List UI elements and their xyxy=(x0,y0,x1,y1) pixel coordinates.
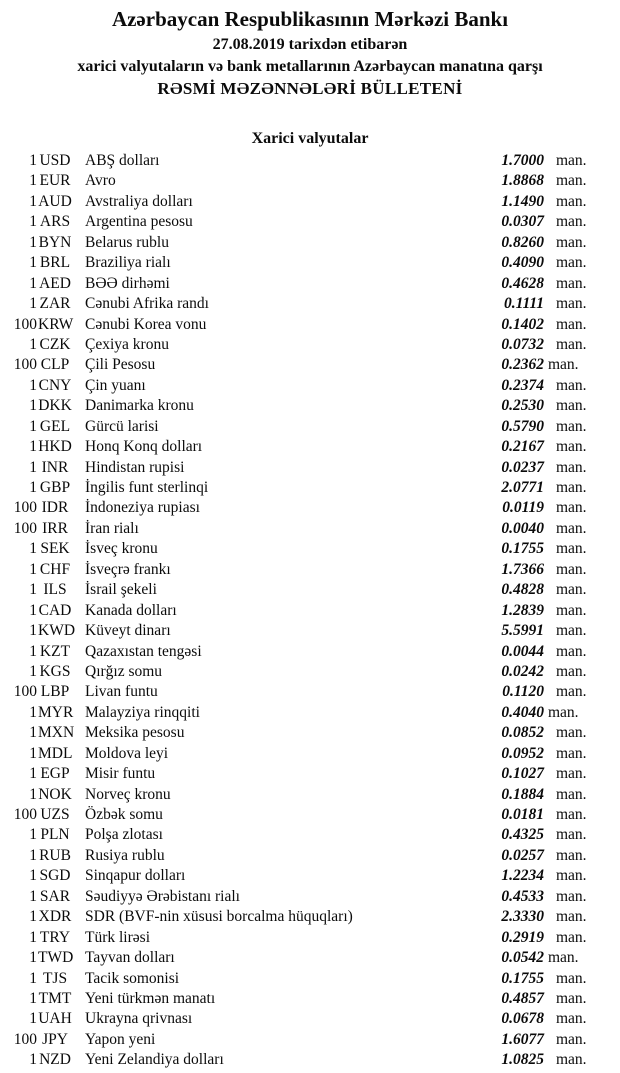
rate-value: 1.2234 xyxy=(501,867,544,885)
currency-code: USD xyxy=(39,152,71,169)
currency-code: AUD xyxy=(38,192,72,210)
quantity: 1 xyxy=(29,703,37,721)
currency-code: ILS xyxy=(43,581,67,599)
currency-code: ZAR xyxy=(39,295,71,313)
currency-code: MDL xyxy=(38,744,73,762)
rate-value: 0.4628 xyxy=(501,274,544,292)
unit-label: man. xyxy=(556,683,587,701)
currency-code: MYR xyxy=(38,703,74,721)
rate-row xyxy=(0,662,620,682)
currency-code: XDR xyxy=(38,908,72,926)
rate-value: 0.4857 xyxy=(501,989,544,1007)
currency-code: PLN xyxy=(40,826,70,844)
rate-value: 0.1402 xyxy=(501,315,544,333)
unit-label: man. xyxy=(548,949,579,967)
quantity: 1 xyxy=(29,438,37,456)
currency-name: Qırğız somu xyxy=(85,662,163,680)
rate-row xyxy=(0,744,620,764)
rate-row xyxy=(0,1050,620,1070)
rate-row xyxy=(0,601,620,621)
quantity: 100 xyxy=(13,499,37,517)
currency-code: TMT xyxy=(38,989,72,1007)
rate-row xyxy=(0,1009,620,1029)
quantity: 1 xyxy=(29,581,37,599)
unit-label: man. xyxy=(556,438,587,456)
unit-label: man. xyxy=(556,826,587,844)
currency-name: Ukrayna qrivnası xyxy=(85,1010,193,1028)
unit-label: man. xyxy=(548,703,579,721)
currency-code: SAR xyxy=(39,887,71,905)
unit-label: man. xyxy=(556,213,587,231)
currency-name: Meksika pesosu xyxy=(85,724,185,742)
rate-row xyxy=(0,212,620,232)
quantity: 1 xyxy=(29,560,37,578)
quantity: 1 xyxy=(29,540,37,558)
rate-row xyxy=(0,335,620,355)
currency-name: Avro xyxy=(85,172,116,190)
rate-row xyxy=(0,723,620,743)
bulletin-title: RƏSMİ MƏZƏNNƏLƏRİ BÜLLETENİ xyxy=(157,79,463,98)
rate-value: 5.5991 xyxy=(501,622,544,640)
currency-name: Çin yuanı xyxy=(85,376,146,394)
currency-code: BYN xyxy=(38,233,72,251)
quantity: 1 xyxy=(29,642,37,660)
currency-name: Qazaxıstan tengəsi xyxy=(85,642,202,660)
rate-value: 0.5790 xyxy=(501,417,544,435)
quantity: 1 xyxy=(29,622,37,640)
currency-name: Argentina pesosu xyxy=(85,213,193,231)
unit-label: man. xyxy=(556,581,587,599)
currency-name: Yapon yeni xyxy=(85,1030,156,1048)
unit-label: man. xyxy=(556,172,587,190)
rate-row xyxy=(0,866,620,886)
rate-value: 0.4828 xyxy=(501,581,544,599)
currency-name: Danimarka kronu xyxy=(85,397,194,415)
rate-row xyxy=(0,498,620,518)
currency-name: Polşa zlotası xyxy=(85,826,163,844)
currency-name: Avstraliya dolları xyxy=(85,192,193,210)
quantity: 1 xyxy=(29,1010,37,1028)
unit-label: man. xyxy=(556,499,587,517)
quantity: 1 xyxy=(29,662,37,680)
effective-date-line: 27.08.2019 tarixdən etibarən xyxy=(212,36,408,53)
rate-row xyxy=(0,315,620,335)
rate-value: 0.0678 xyxy=(501,1010,544,1028)
unit-label: man. xyxy=(556,744,587,762)
bank-title: Azərbaycan Respublikasının Mərkəzi Bankı xyxy=(111,7,509,31)
currency-name: İngilis funt sterlinqi xyxy=(85,479,209,496)
currency-code: BRL xyxy=(39,254,71,272)
currency-name: Cənubi Afrika randı xyxy=(85,295,209,313)
currency-code: SEK xyxy=(40,540,70,558)
unit-label: man. xyxy=(556,315,587,333)
rate-value: 2.0771 xyxy=(501,479,544,496)
quantity: 1 xyxy=(29,254,37,272)
currency-name: Kanada dolları xyxy=(85,601,177,619)
currency-name: Moldova leyi xyxy=(85,744,169,762)
currency-name: Livan funtu xyxy=(85,683,158,701)
quantity: 1 xyxy=(29,846,37,864)
currency-code: TJS xyxy=(42,969,68,987)
unit-label: man. xyxy=(556,908,587,926)
currency-code: NOK xyxy=(38,785,72,803)
quantity: 1 xyxy=(29,1051,37,1069)
unit-label: man. xyxy=(556,928,587,946)
currency-name: Tacik somonisi xyxy=(85,969,180,987)
rate-value: 0.2374 xyxy=(501,376,544,394)
rate-value: 0.0852 xyxy=(501,724,544,742)
unit-label: man. xyxy=(556,519,587,537)
currency-code: MXN xyxy=(38,724,75,742)
currency-name: BƏƏ dirhəmi xyxy=(85,274,170,292)
rate-value: 0.1755 xyxy=(501,540,544,558)
quantity: 1 xyxy=(29,744,37,762)
unit-label: man. xyxy=(556,335,587,353)
quantity: 1 xyxy=(29,765,37,783)
currency-name: İsveçrə frankı xyxy=(85,560,171,578)
rate-row xyxy=(0,560,620,580)
rate-value: 0.2362 xyxy=(501,356,544,374)
currency-code: UAH xyxy=(38,1010,72,1028)
quantity: 1 xyxy=(29,949,37,967)
rate-value: 0.0307 xyxy=(501,213,544,231)
rate-value: 1.2839 xyxy=(501,601,544,619)
unit-label: man. xyxy=(556,540,587,558)
rate-row xyxy=(0,396,620,416)
currency-name: Braziliya rialı xyxy=(85,254,171,272)
quantity: 1 xyxy=(29,376,37,394)
rate-row xyxy=(0,785,620,805)
currency-code: GEL xyxy=(39,417,71,435)
unit-label: man. xyxy=(556,989,587,1007)
currency-name: Hindistan rupisi xyxy=(85,458,185,476)
rate-row xyxy=(0,989,620,1009)
currency-name: İsveç kronu xyxy=(85,540,158,558)
rate-value: 0.4090 xyxy=(501,254,544,272)
currency-code: ARS xyxy=(39,213,71,231)
currency-name: Yeni Zelandiya dolları xyxy=(85,1051,224,1069)
quantity: 100 xyxy=(13,519,37,537)
unit-label: man. xyxy=(556,397,587,415)
quantity: 1 xyxy=(29,928,37,946)
unit-label: man. xyxy=(556,662,587,680)
unit-label: man. xyxy=(556,376,587,394)
unit-label: man. xyxy=(556,417,587,435)
unit-label: man. xyxy=(556,560,587,578)
quantity: 1 xyxy=(29,417,37,435)
rate-row xyxy=(0,805,620,825)
rate-value: 0.0952 xyxy=(501,744,544,762)
currency-code: NZD xyxy=(39,1051,71,1069)
rate-value: 1.6077 xyxy=(501,1030,544,1048)
unit-label: man. xyxy=(556,785,587,803)
quantity: 1 xyxy=(29,213,37,231)
currency-name: Küveyt dinarı xyxy=(85,622,171,640)
rate-row xyxy=(0,253,620,273)
unit-label: man. xyxy=(556,479,587,496)
currency-name: Honq Konq dolları xyxy=(85,438,203,456)
currency-name: İsrail şekeli xyxy=(85,581,157,599)
quantity: 100 xyxy=(13,356,37,374)
currency-code: CAD xyxy=(38,601,72,619)
rate-row xyxy=(0,682,620,702)
quantity: 100 xyxy=(13,1030,37,1048)
unit-label: man. xyxy=(556,887,587,905)
rate-value: 0.2530 xyxy=(501,397,544,415)
rate-row xyxy=(0,294,620,314)
quantity: 1 xyxy=(29,479,37,496)
quantity: 1 xyxy=(29,826,37,844)
unit-label: man. xyxy=(556,233,587,251)
currency-name: ABŞ dolları xyxy=(85,152,160,169)
rate-value: 0.0181 xyxy=(501,806,544,823)
quantity: 1 xyxy=(29,192,37,210)
quantity: 1 xyxy=(29,601,37,619)
rate-value: 0.0242 xyxy=(501,662,544,680)
rate-value: 0.0119 xyxy=(502,499,544,517)
currency-code: KRW xyxy=(38,315,74,333)
currency-name: Gürcü larisi xyxy=(85,417,159,435)
rate-value: 0.0732 xyxy=(501,335,544,353)
unit-label: man. xyxy=(556,765,587,783)
rate-value: 0.1884 xyxy=(501,785,544,803)
unit-label: man. xyxy=(556,806,587,823)
rate-row xyxy=(0,1030,620,1050)
currency-name: Misir funtu xyxy=(85,765,156,783)
currency-name: Malayziya rinqqiti xyxy=(85,703,200,721)
currency-name: Norveç kronu xyxy=(85,785,171,803)
currency-code: KZT xyxy=(39,642,71,660)
unit-label: man. xyxy=(556,1010,587,1028)
rate-row xyxy=(0,376,620,396)
rate-row xyxy=(0,151,620,171)
rate-row xyxy=(0,969,620,989)
quantity: 1 xyxy=(29,969,37,987)
unit-label: man. xyxy=(556,969,587,987)
rate-row xyxy=(0,171,620,191)
rate-value: 0.1755 xyxy=(501,969,544,987)
rate-row xyxy=(0,539,620,559)
rate-value: 1.1490 xyxy=(501,192,544,210)
rate-value: 0.0542 xyxy=(501,949,544,967)
quantity: 1 xyxy=(29,397,37,415)
rate-row xyxy=(0,642,620,662)
quantity: 100 xyxy=(13,315,37,333)
rate-value: 0.8260 xyxy=(501,233,544,251)
quantity: 1 xyxy=(29,989,37,1007)
quantity: 1 xyxy=(29,335,37,353)
section-title-foreign-currencies: Xarici valyutalar xyxy=(251,130,369,147)
unit-label: man. xyxy=(556,601,587,619)
rate-row xyxy=(0,948,620,968)
rate-row xyxy=(0,478,620,498)
rate-value: 0.4325 xyxy=(501,826,544,844)
currency-code: AED xyxy=(39,274,71,292)
currency-code: TRY xyxy=(39,928,71,946)
currency-name: İndoneziya rupiası xyxy=(85,499,200,517)
currency-code: SGD xyxy=(39,867,71,885)
unit-label: man. xyxy=(556,622,587,640)
unit-label: man. xyxy=(556,458,587,476)
quantity: 1 xyxy=(29,274,37,292)
currency-code: RUB xyxy=(39,846,71,864)
currency-code: CNY xyxy=(38,376,72,394)
rate-value: 0.4040 xyxy=(501,703,544,721)
quantity: 1 xyxy=(29,887,37,905)
rate-row xyxy=(0,192,620,212)
currency-code: IRR xyxy=(42,519,68,537)
currency-code: DKK xyxy=(38,397,72,415)
rate-value: 1.8868 xyxy=(501,172,544,190)
currency-name: Tayvan dolları xyxy=(85,949,175,967)
rate-row xyxy=(0,621,620,641)
quantity: 1 xyxy=(29,172,37,190)
currency-name: Cənubi Korea vonu xyxy=(85,315,207,333)
currency-code: CLP xyxy=(40,356,70,374)
rate-row xyxy=(0,846,620,866)
rate-value: 1.0825 xyxy=(501,1051,544,1069)
rate-row xyxy=(0,355,620,375)
currency-code: IDR xyxy=(41,499,69,517)
rate-row xyxy=(0,458,620,478)
unit-label: man. xyxy=(556,274,587,292)
rate-value: 0.1120 xyxy=(502,683,544,701)
quantity: 1 xyxy=(29,458,37,476)
currency-code: UZS xyxy=(40,806,70,823)
currency-code: KGS xyxy=(39,662,71,680)
currency-name: Çili Pesosu xyxy=(85,356,156,374)
rate-row xyxy=(0,519,620,539)
currency-name: İran rialı xyxy=(85,519,139,537)
currency-name: SDR (BVF-nin xüsusi borcalma hüquqları) xyxy=(85,908,353,926)
quantity: 1 xyxy=(29,233,37,251)
currency-code: KWD xyxy=(38,622,76,640)
rates-table xyxy=(0,151,620,1071)
rate-value: 0.0040 xyxy=(501,519,544,537)
rate-value: 0.1111 xyxy=(503,295,544,313)
unit-label: man. xyxy=(556,1030,587,1048)
currency-code: CHF xyxy=(39,560,71,578)
currency-name: Özbək somu xyxy=(85,806,163,823)
currency-name: Rusiya rublu xyxy=(85,846,165,864)
unit-label: man. xyxy=(556,152,587,169)
currency-code: HKD xyxy=(38,438,72,456)
currency-code: EGP xyxy=(40,765,70,783)
currency-name: Yeni türkmən manatı xyxy=(85,989,216,1007)
rate-value: 0.2167 xyxy=(501,438,544,456)
rate-row xyxy=(0,580,620,600)
bulletin-subtitle: xarici valyutaların və bank metallarının Azərbaycan manatına qarşı xyxy=(77,58,543,75)
currency-code: CZK xyxy=(39,335,71,353)
rate-row xyxy=(0,764,620,784)
quantity: 1 xyxy=(29,152,37,169)
rate-value: 0.2919 xyxy=(501,928,544,946)
rate-row xyxy=(0,274,620,294)
rate-row xyxy=(0,825,620,845)
quantity: 1 xyxy=(29,785,37,803)
rate-row xyxy=(0,233,620,253)
rate-value: 0.4533 xyxy=(501,887,544,905)
rate-row xyxy=(0,703,620,723)
rate-value: 0.0044 xyxy=(501,642,544,660)
unit-label: man. xyxy=(556,254,587,272)
quantity: 100 xyxy=(13,806,37,823)
rate-value: 0.0237 xyxy=(501,458,544,476)
currency-code: GBP xyxy=(39,479,71,496)
rate-row xyxy=(0,887,620,907)
currency-name: Səudiyyə Ərəbistanı rialı xyxy=(85,887,240,905)
quantity: 1 xyxy=(29,908,37,926)
rate-row xyxy=(0,437,620,457)
rate-value: 2.3330 xyxy=(501,908,544,926)
rate-value: 0.1027 xyxy=(501,765,544,783)
currency-code: LBP xyxy=(40,683,70,701)
quantity: 1 xyxy=(29,724,37,742)
unit-label: man. xyxy=(556,192,587,210)
unit-label: man. xyxy=(556,846,587,864)
unit-label: man. xyxy=(556,867,587,885)
currency-code: EUR xyxy=(39,172,71,190)
currency-code: TWD xyxy=(38,949,74,967)
currency-name: Çexiya kronu xyxy=(85,335,169,353)
rate-value: 0.0257 xyxy=(501,846,544,864)
rate-row xyxy=(0,417,620,437)
currency-name: Belarus rublu xyxy=(85,233,169,251)
currency-name: Türk lirəsi xyxy=(85,928,150,946)
currency-code: INR xyxy=(41,458,69,476)
rate-value: 1.7000 xyxy=(501,152,544,169)
rate-row xyxy=(0,928,620,948)
unit-label: man. xyxy=(548,356,579,374)
quantity: 100 xyxy=(13,683,37,701)
rate-row xyxy=(0,907,620,927)
currency-code: JPY xyxy=(42,1030,68,1048)
currency-name: Sinqapur dolları xyxy=(85,867,186,885)
unit-label: man. xyxy=(556,724,587,742)
rate-value: 1.7366 xyxy=(501,560,544,578)
unit-label: man. xyxy=(556,1051,587,1069)
unit-label: man. xyxy=(556,295,587,313)
unit-label: man. xyxy=(556,642,587,660)
quantity: 1 xyxy=(29,867,37,885)
quantity: 1 xyxy=(29,295,37,313)
